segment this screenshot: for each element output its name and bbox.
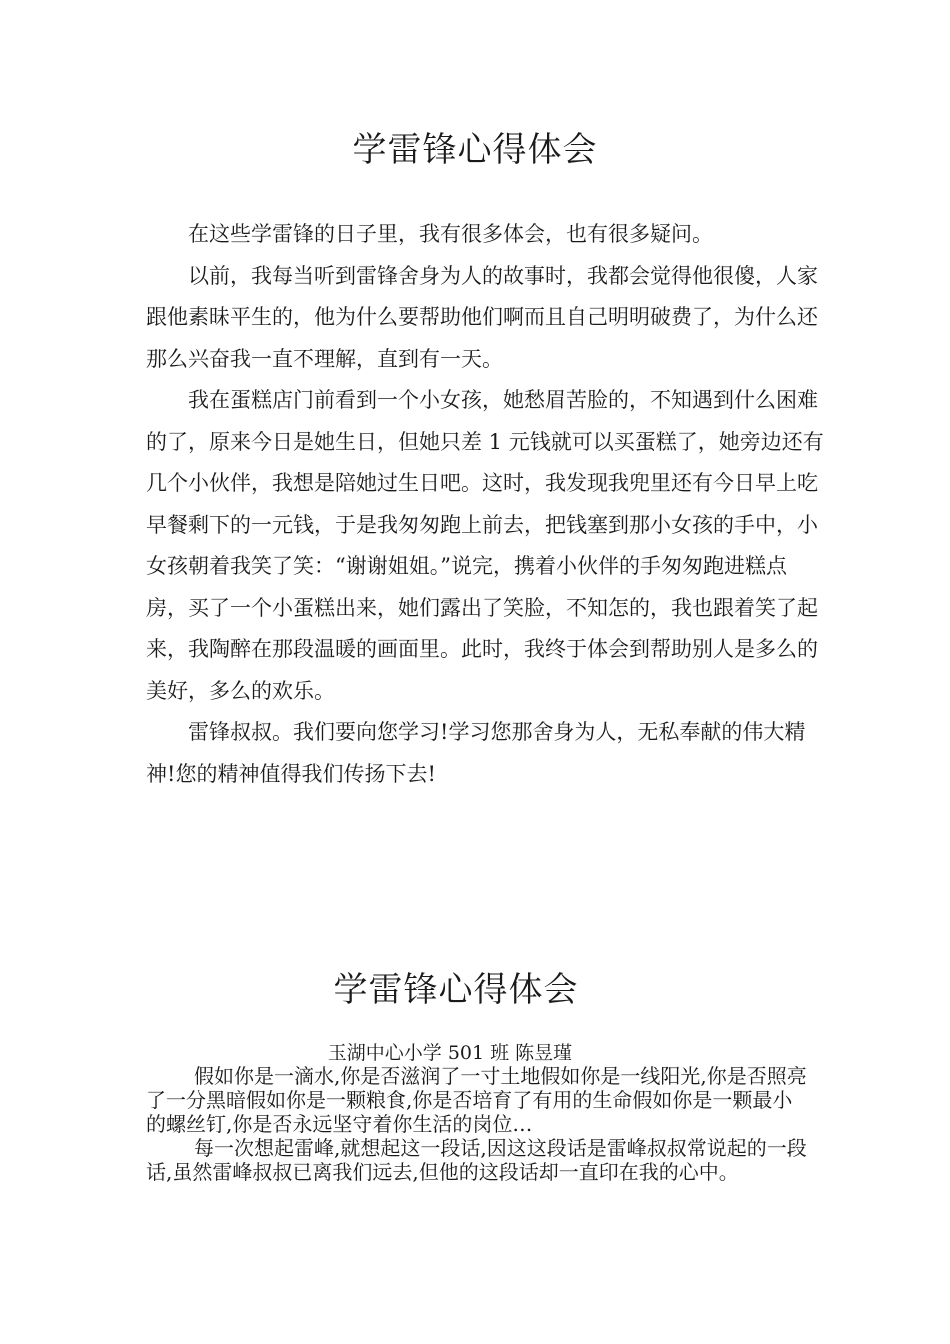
article-2-body <box>146 1064 811 1184</box>
article-2-paragraph: 假如你是一滴水,你是否滋润了一寸土地假如你是一线阳光,你是否照亮了一分黑暗假如你是一颗粮食,你是否培育了有用的生命假如你是一颗最小的螺丝钉,你是否永远坚守着你生活的岗位… <box>146 1064 807 1136</box>
article-1-body <box>146 214 826 795</box>
article-2-title: 学雷锋心得体会 <box>333 970 579 1010</box>
article-2-byline: 玉湖中心小学 501 班 陈昱瑾 <box>327 1042 573 1064</box>
article-2-paragraph: 每一次想起雷峰,就想起这一段话,因这这段话是雷峰叔叔常说起的一段话,虽然雷峰叔叔已离我们远去,但他的这段话却一直印在我的心中。 <box>146 1136 807 1184</box>
article-1-paragraph: 在这些学雷锋的日子里，我有很多体会，也有很多疑问。 <box>188 222 713 246</box>
article-1-title: 学雷锋心得体会 <box>352 130 598 170</box>
article-1-paragraph: 以前，我每当听到雷锋舍身为人的故事时，我都会觉得他很傻，人家跟他素昧平生的，他为什么要帮助他们啊而且自己明明破费了，为什么还那么兴奋我一直不理解，直到有一天。 <box>146 263 818 371</box>
article-1-paragraph: 我在蛋糕店门前看到一个小女孩，她愁眉苦脸的，不知遇到什么困难的了，原来今日是她生日，但她只差 1 元钱就可以买蛋糕了，她旁边还有几个小伙伴，我想是陪她过生日吧。这时，我发现我兜里还有今日早上吃早餐剩下的一元钱，于是我匆匆跑上前去，把钱塞到那小女孩的手中，小女孩朝着我笑了笑：“谢谢姐姐。”说完，携着小伙伴的手匆匆跑进糕点房，买了一个小蛋糕出来，她们露出了笑脸，不知怎的，我也跟着笑了起来，我陶醉在那段温暖的画面里。此时，我终于体会到帮助别人是多么的美好，多么的欢乐。 <box>146 388 824 703</box>
article-1-paragraph: 雷锋叔叔。我们要向您学习!学习您那舍身为人，无私奉献的伟大精神!您的精神值得我们传扬下去! <box>146 720 806 786</box>
